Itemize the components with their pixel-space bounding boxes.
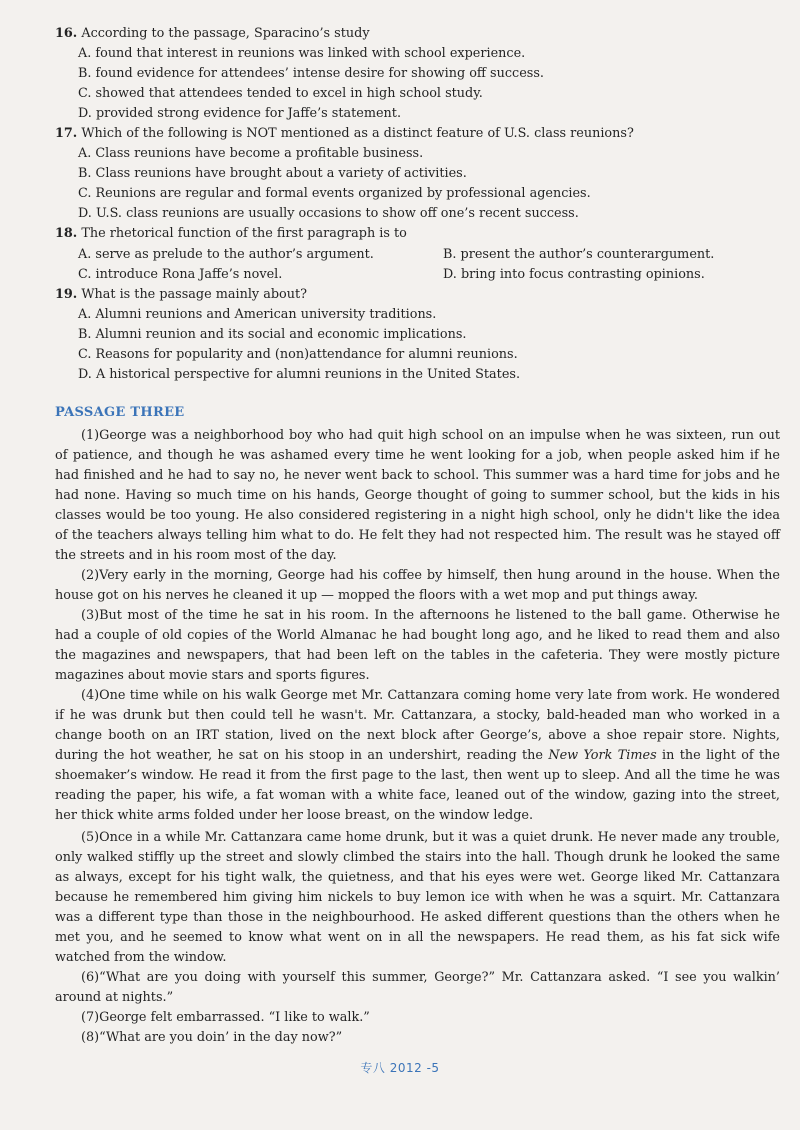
q17-option-b: B. Class reunions have brought about a variety of activities. (78, 166, 467, 181)
paragraph-7: (7)George felt embarrassed. “I like to walk.” (81, 1010, 370, 1025)
page-footer: 专八 2012 -5 (360, 1061, 440, 1075)
q19-option-a: A. Alumni reunions and American university traditions. (78, 307, 437, 322)
q17-option-c: C. Reunions are regular and formal events organized by professional agencies. (78, 186, 591, 201)
q18-option-a: A. serve as prelude to the author’s argument. (78, 247, 374, 262)
paragraph-3: (3)But most of the time he sat in his room. In the afternoons he listened to the ball game. Otherwise he had a couple of old copies of the World Almanac he had bought long ago, and he liked to read them and also the magazines and newspapers, that had been left on the tables in the cafeteria. They were mostly picture magazines about movie stars and sports figures. (55, 608, 780, 683)
q16-option-d: D. provided strong evidence for Jaffe’s statement. (78, 106, 402, 121)
q19-option-d: D. A historical perspective for alumni reunions in the United States. (78, 367, 521, 382)
question-number: 17. (55, 126, 78, 141)
question-17-stem: 17. Which of the following is NOT mentioned as a distinct feature of U.S. class reunions? (55, 126, 634, 141)
q18-option-d: D. bring into focus contrasting opinions. (443, 267, 705, 282)
paragraph-8: (8)“What are you doin’ in the day now?” (81, 1030, 343, 1045)
question-number: 18. (55, 226, 78, 241)
question-19-stem: 19. What is the passage mainly about? (55, 287, 307, 302)
question-number: 19. (55, 287, 78, 302)
q19-option-b: B. Alumni reunion and its social and economic implications. (78, 327, 467, 342)
q18-option-c: C. introduce Rona Jaffe’s novel. (78, 267, 283, 282)
q16-option-b: B. found evidence for attendees’ intense desire for showing off success. (78, 66, 544, 81)
paragraph-5: (5)Once in a while Mr. Cattanzara came home drunk, but it was a quiet drunk. He never made any trouble, only walked stiffly up the street and slowly climbed the stairs into the hall. Though drunk he looked the same as always, except for his tight walk, the quietness, and that his eyes were wet. George liked Mr. Cattanzara because he remembered him giving him nickels to buy lemon ice with when he was a squirt. Mr. Cattanzara was a different type than those in the neighbourhood. He asked different questions than the others when he met you, and he seemed to know what went on in all the newspapers. He read them, as his fat sick wife watched from the window. (55, 830, 780, 965)
newspaper-title: New York Times (548, 748, 657, 763)
paragraph-4: (4)One time while on his walk George met Mr. Cattanzara coming home very late from work. He wondered if he was drunk but then could tell he wasn't. Mr. Cattanzara, a stocky, bald-headed man who worked in a change booth on an IRT station, lived on the next block after George’s, above a shoe repair store. Nights, during the hot weather, he sat on his stoop in an undershirt, reading the New York Times in the light of the shoemaker’s window. He read it from the first page to the last, then went up to sleep. And all the time he was reading the paper, his wife, a fat woman with a white face, leaned out of the window, gazing into the street, her thick white arms folded under her loose breast, on the window ledge. (55, 688, 780, 823)
q17-option-a: A. Class reunions have become a profitable business. (78, 146, 424, 161)
q18-option-b: B. present the author’s counterargument. (443, 247, 715, 262)
question-number: 16. (55, 26, 78, 41)
q16-option-c: C. showed that attendees tended to excel in high school study. (78, 86, 483, 101)
passage-title: PASSAGE THREE (55, 405, 185, 420)
question-18-stem: 18. The rhetorical function of the first paragraph is to (55, 226, 407, 241)
q19-option-c: C. Reasons for popularity and (non)attendance for alumni reunions. (78, 347, 518, 362)
paragraph-6: (6)“What are you doing with yourself this summer, George?” Mr. Cattanzara asked. “I see you walkin’ around at nights.” (55, 970, 780, 1005)
paragraph-1: (1)George was a neighborhood boy who had quit high school on an impulse when he was sixteen, run out of patience, and though he was ashamed every time he went looking for a job, when people asked him if he had finished and he had to say no, he never went back to school. This summer was a hard time for jobs and he had none. Having so much time on his hands, George thought of going to summer school, but the kids in his classes would be too young. He also considered registering in a night high school, only he didn't like the idea of the teachers always telling him what to do. He felt they had not respected him. The result was he stayed off the streets and in his room most of the day. (55, 428, 780, 563)
question-16-stem: 16. According to the passage, Sparacino’s study (55, 26, 370, 41)
q16-option-a: A. found that interest in reunions was linked with school experience. (78, 46, 526, 61)
paragraph-2: (2)Very early in the morning, George had his coffee by himself, then hung around in the house. When the house got on his nerves he cleaned it up — mopped the floors with a wet mop and put things away. (55, 568, 780, 603)
q17-option-d: D. U.S. class reunions are usually occasions to show off one’s recent success. (78, 206, 579, 221)
